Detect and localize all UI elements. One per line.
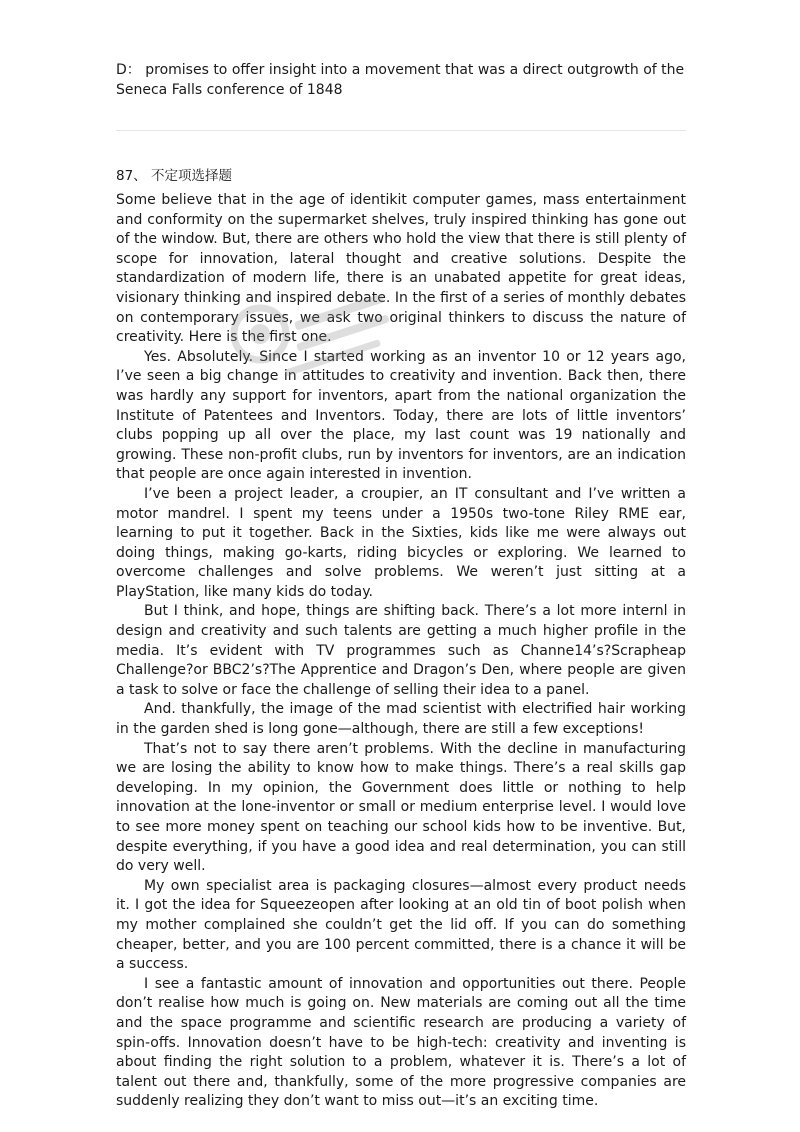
document-page bbox=[116, 60, 686, 1112]
passage-paragraph: I see a fantastic amount of innovation and opportunities out there. People don’t realise how much is going on. New materials are coming out all the time and the space programme and scientific research are producing a variety of spin-offs. Innovation doesn’t have to be high-tech: creativity and inventing is about finding the right solution to a problem, whatever it is. There’s a lot of talent out there and, thankfully, some of the more progressive companies are suddenly realizing they don’t want to miss out—it’s an exciting time. bbox=[116, 975, 686, 1110]
passage-paragraph: And. thankfully, the image of the mad scientist with electrified hair working in the garden shed is long gone—although, there are still a few exceptions! bbox=[116, 701, 686, 738]
passage-paragraph-intro: Some believe that in the age of identikit computer games, mass entertainment and conformity on the supermarket shelves, truly inspired thinking has gone out of the window. But, there are others who hold the view that there is still plenty of scope for innovation, lateral thought and creative solutions. Despite the standardization of modern life, there is an unabated appetite for great ideas, visionary thinking and inspired debate. In the first of a series of monthly debates on contemporary issues, we ask two original thinkers to discuss the nature of creativity. Here is the first one. bbox=[116, 192, 686, 346]
question-number: 87、 bbox=[116, 168, 147, 184]
reading-passage bbox=[116, 191, 686, 1112]
option-d-label: D： bbox=[116, 62, 141, 78]
option-d-text: promises to offer insight into a movement that was a direct outgrowth of the Seneca Falls conference of 1848 bbox=[116, 62, 685, 98]
section-divider bbox=[116, 130, 686, 131]
passage-paragraph: That’s not to say there aren’t problems. With the decline in manufacturing we are losing the ability to know how to make things. There’s a real skills gap developing. In my opinion, the Government does little or nothing to help innovation at the lone-inventor or small or medium enterprise level. I would love to see more money spent on teaching our school kids how to be inventive. But, despite everything, if you have a good idea and real determination, you can still do very well. bbox=[116, 740, 686, 875]
passage-paragraph: But I think, and hope, things are shifting back. There’s a lot more internl in design and creativity and such talents are getting a much higher profile in the media. It’s evident with TV programmes such as Channe14’s?Scrapheap Challenge?or BBC2’s?The Apprentice and Dragon’s Den, where people are given a task to solve or face the challenge of selling their idea to a panel. bbox=[116, 603, 686, 698]
passage-paragraph: My own specialist area is packaging closures—almost every product needs it. I got the idea for Squeezeopen after looking at an old tin of boot polish when my mother complained she couldn’t get the lid off. If you can do something cheaper, better, and you are 100 percent committed, there is a chance it will be a success. bbox=[116, 877, 686, 973]
passage-paragraph: Yes. Absolutely. Since I started working as an inventor 10 or 12 years ago, I’ve seen a big change in attitudes to creativity and invention. Back then, there was hardly any support for inventors, apart from the national organization the Institute of Patentees and Inventors. Today, there are lots of little inventors’ clubs popping up all over the place, my last count was 19 nationally and growing. These non-profit clubs, run by inventors for inventors, are an indication that people are once again interested in invention. bbox=[116, 348, 686, 483]
question-header bbox=[116, 166, 686, 186]
passage-paragraph: I’ve been a project leader, a croupier, an IT consultant and I’ve written a motor mandrel. I spent my teens under a 1950s two-tone Riley RME ear, learning to put it together. Back in the Sixties, kids like me were always out doing things, making go-karts, riding bicycles or exploring. We learned to overcome challenges and solve problems. We weren’t just sitting at a PlayStation, like many kids do today. bbox=[116, 485, 686, 600]
answer-option-d bbox=[116, 60, 686, 100]
question-type: 不定项选择题 bbox=[150, 168, 232, 184]
